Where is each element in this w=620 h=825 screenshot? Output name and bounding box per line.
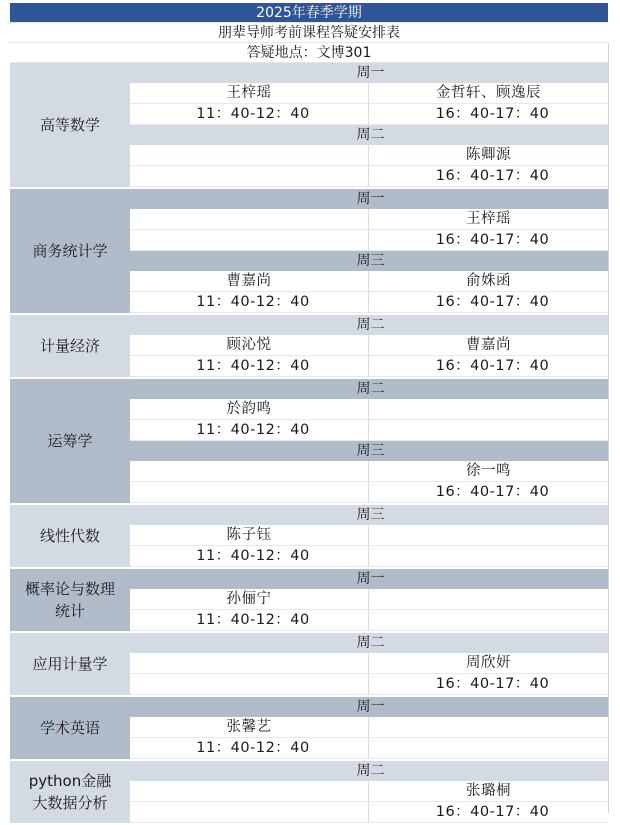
course-block (10, 63, 608, 189)
session-list (130, 697, 608, 759)
tutor-name: 徐一鸣 (369, 461, 608, 482)
weekday-row: 周二 (130, 761, 608, 781)
time-slot: 11：40-12：40 (130, 356, 368, 377)
session-slots (130, 335, 608, 377)
course-block (10, 505, 608, 569)
tutor-name (130, 653, 368, 674)
time-slot: 11：40-12：40 (130, 738, 368, 759)
weekday-row: 周二 (130, 379, 608, 399)
tutor-name: 曹嘉尚 (130, 271, 368, 292)
afternoon-slot (369, 209, 608, 251)
weekday-row: 周三 (130, 505, 608, 525)
session-slots (130, 83, 608, 125)
course-block (10, 697, 608, 761)
afternoon-slot (369, 271, 608, 313)
tutor-name: 陈子钰 (130, 525, 368, 546)
tutor-name (130, 145, 368, 166)
morning-slot (130, 461, 369, 503)
course-list (10, 63, 608, 825)
course-block (10, 761, 608, 825)
afternoon-slot (369, 717, 608, 759)
time-slot: 11：40-12：40 (130, 104, 368, 125)
afternoon-slot (369, 83, 608, 125)
morning-slot (130, 271, 369, 313)
tutor-name: 俞姝函 (369, 271, 608, 292)
location-line: 答疑地点：文博301 (10, 43, 608, 63)
weekday-row: 周一 (130, 189, 608, 209)
course-name: 运筹学 (10, 379, 130, 503)
time-slot (130, 482, 368, 503)
afternoon-slot (369, 399, 608, 441)
course-name: 应用计量学 (10, 633, 130, 695)
time-slot: 16：40-17：40 (369, 482, 608, 503)
time-slot: 16：40-17：40 (369, 802, 608, 823)
time-slot (369, 420, 608, 441)
time-slot: 16：40-17：40 (369, 356, 608, 377)
schedule-sheet (10, 3, 608, 825)
tutor-name: 王梓瑶 (369, 209, 608, 230)
tutor-name: 王梓瑶 (130, 83, 368, 104)
session-slots (130, 653, 608, 695)
weekday-row: 周二 (130, 125, 608, 145)
afternoon-slot (369, 335, 608, 377)
tutor-name (369, 717, 608, 738)
time-slot (130, 166, 368, 187)
time-slot: 11：40-12：40 (130, 546, 368, 567)
time-slot (369, 738, 608, 759)
session-slots (130, 589, 608, 631)
tutor-name: 张馨艺 (130, 717, 368, 738)
time-slot: 16：40-17：40 (369, 166, 608, 187)
tutor-name (369, 399, 608, 420)
time-slot: 11：40-12：40 (130, 420, 368, 441)
tutor-name (369, 589, 608, 610)
tutor-name (130, 461, 368, 482)
session-list (130, 315, 608, 377)
morning-slot (130, 145, 369, 187)
afternoon-slot (369, 653, 608, 695)
time-slot (130, 230, 368, 251)
weekday-row: 周三 (130, 441, 608, 461)
tutor-name: 於韵鸣 (130, 399, 368, 420)
session-slots (130, 717, 608, 759)
course-name: 线性代数 (10, 505, 130, 567)
session-list (130, 63, 608, 187)
time-slot (130, 802, 368, 823)
tutor-name (130, 781, 368, 802)
schedule-title: 朋辈导师考前课程答疑安排表 (10, 23, 608, 43)
time-slot: 11：40-12：40 (130, 292, 368, 313)
afternoon-slot (369, 525, 608, 567)
morning-slot (130, 717, 369, 759)
session-list (130, 569, 608, 631)
session-list (130, 633, 608, 695)
session-list (130, 189, 608, 313)
tutor-name (130, 209, 368, 230)
morning-slot (130, 653, 369, 695)
afternoon-slot (369, 145, 608, 187)
tutor-name: 曹嘉尚 (369, 335, 608, 356)
time-slot: 16：40-17：40 (369, 104, 608, 125)
session-list (130, 379, 608, 503)
course-block (10, 379, 608, 505)
time-slot: 16：40-17：40 (369, 292, 608, 313)
weekday-row: 周二 (130, 633, 608, 653)
time-slot: 11：40-12：40 (130, 610, 368, 631)
course-block (10, 189, 608, 315)
time-slot (369, 546, 608, 567)
session-slots (130, 399, 608, 441)
morning-slot (130, 589, 369, 631)
session-slots (130, 461, 608, 503)
session-slots (130, 525, 608, 567)
morning-slot (130, 209, 369, 251)
course-block (10, 315, 608, 379)
time-slot (130, 674, 368, 695)
tutor-name: 金哲轩、顾逸辰 (369, 83, 608, 104)
weekday-row: 周一 (130, 63, 608, 83)
morning-slot (130, 525, 369, 567)
weekday-row: 周一 (130, 569, 608, 589)
weekday-row: 周三 (130, 251, 608, 271)
session-slots (130, 145, 608, 187)
time-slot: 16：40-17：40 (369, 674, 608, 695)
session-slots (130, 271, 608, 313)
course-name: python金融 大数据分析 (10, 761, 130, 823)
course-name: 计量经济 (10, 315, 130, 377)
course-block (10, 569, 608, 633)
course-name: 学术英语 (10, 697, 130, 759)
tutor-name: 孙俪宁 (130, 589, 368, 610)
tutor-name: 张璐桐 (369, 781, 608, 802)
tutor-name (369, 525, 608, 546)
afternoon-slot (369, 461, 608, 503)
morning-slot (130, 335, 369, 377)
tutor-name: 顾沁悦 (130, 335, 368, 356)
afternoon-slot (369, 589, 608, 631)
course-name: 概率论与数理 统计 (10, 569, 130, 631)
course-name: 商务统计学 (10, 189, 130, 313)
session-list (130, 505, 608, 567)
term-header: 2025年春季学期 (10, 3, 608, 23)
tutor-name: 周欣妍 (369, 653, 608, 674)
session-list (130, 761, 608, 823)
morning-slot (130, 83, 369, 125)
time-slot (369, 610, 608, 631)
course-name: 高等数学 (10, 63, 130, 187)
table-right-border (608, 43, 609, 813)
course-block (10, 633, 608, 697)
morning-slot (130, 399, 369, 441)
session-slots (130, 209, 608, 251)
weekday-row: 周二 (130, 315, 608, 335)
time-slot: 16：40-17：40 (369, 230, 608, 251)
tutor-name: 陈卿源 (369, 145, 608, 166)
weekday-row: 周一 (130, 697, 608, 717)
